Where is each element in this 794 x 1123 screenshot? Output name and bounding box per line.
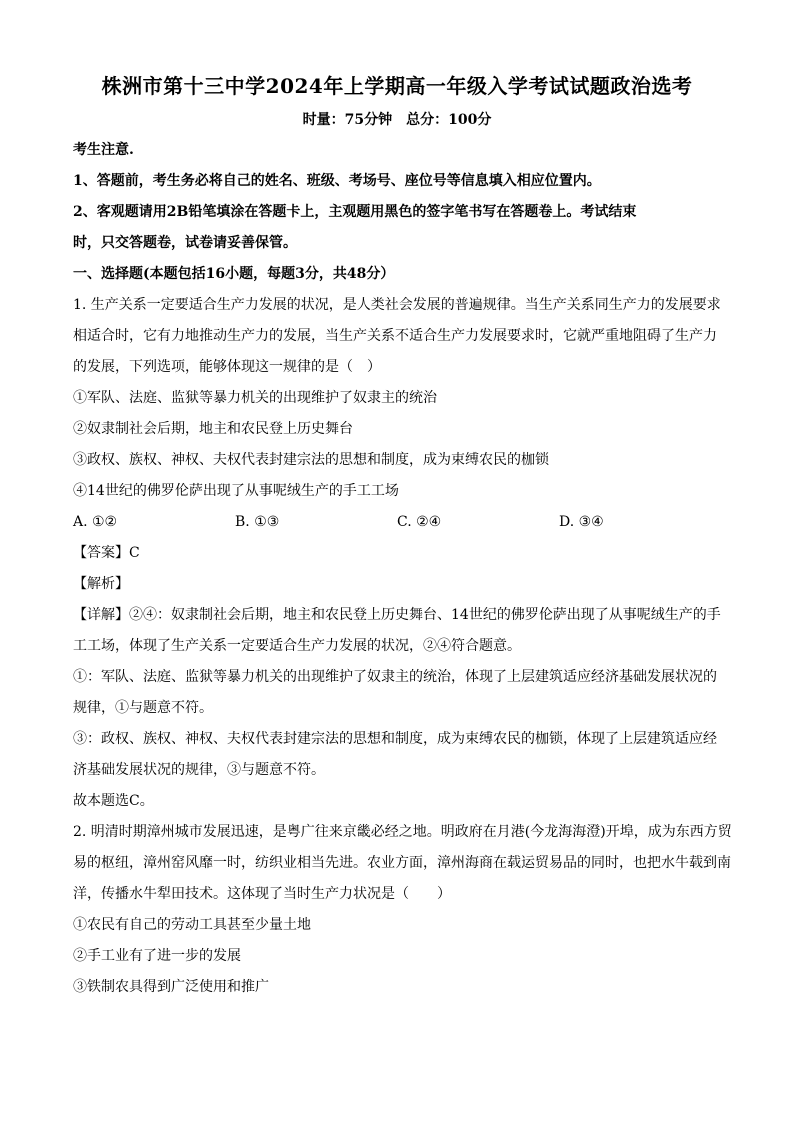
q1-detail-3: ①：军队、法庭、监狱等暴力机关的出现维护了奴隶主的统治，体现了上层建筑适应经济基础发展状况的 [73, 669, 717, 685]
q1-analysis-label: 【解析】 [73, 576, 129, 592]
q1-statement-3: ③政权、族权、神权、夫权代表封建宗法的思想和制度，成为束缚农民的枷锁 [73, 452, 549, 468]
q1-detail-6: 济基础发展状况的规律，③与题意不符。 [73, 762, 325, 778]
exam-content [73, 140, 732, 1008]
q1-option-c: C. ②④ [397, 514, 442, 530]
q2-statement-2: ②手工业有了进一步的发展 [73, 948, 241, 964]
q1-detail-2: 工工场，体现了生产关系一定要适合生产力发展的状况，②④符合题意。 [73, 638, 521, 654]
q1-answer: 【答案】C [73, 545, 140, 561]
q1-option-b: B. ①③ [235, 514, 280, 530]
q2-statement-3: ③铁制农具得到广泛使用和推广 [73, 979, 269, 995]
q1-detail-1: 【详解】②④：奴隶制社会后期，地主和农民登上历史舞台、14世纪的佛罗伦萨出现了从事呢绒生产的手 [73, 607, 721, 623]
exam-subtitle: 时量：75分钟 总分：100分 [302, 112, 492, 128]
notice-item-1: 1、答题前，考生务必将自己的姓名、班级、考场号、座位号等信息填入相应位置内。 [73, 173, 601, 189]
q1-statement-2: ②奴隶制社会后期，地主和农民登上历史舞台 [73, 421, 353, 437]
q1-option-a: A. ①② [73, 514, 118, 530]
q1-option-d: D. ③④ [559, 514, 604, 530]
q1-detail-4: 规律，①与题意不符。 [73, 700, 213, 716]
q1-conclusion: 故本题选C。 [73, 793, 154, 809]
q1-statement-4: ④14世纪的佛罗伦萨出现了从事呢绒生产的手工工场 [73, 483, 399, 499]
q1-stem-1: 1. 生产关系一定要适合生产力发展的状况，是人类社会发展的普遍规律。当生产关系同生产力的发展要求 [73, 297, 721, 313]
section-heading: 一、选择题(本题包括16小题，每题3分，共48分） [73, 266, 395, 282]
q2-statement-1: ①农民有自己的劳动工具甚至少量土地 [73, 917, 311, 933]
q1-stem-2: 相适合时，它有力地推动生产力的发展，当生产关系不适合生产力发展要求时，它就严重地阻碍了生产力 [73, 328, 717, 344]
q2-stem-1: 2. 明清时期漳州城市发展迅速，是粤广往来京畿必经之地。明政府在月港(今龙海海澄)开埠，成为东西方贸 [73, 824, 732, 840]
q1-statement-1: ①军队、法庭、监狱等暴力机关的出现维护了奴隶主的统治 [73, 390, 437, 406]
q1-detail-5: ③：政权、族权、神权、夫权代表封建宗法的思想和制度，成为束缚农民的枷锁，体现了上层建筑适应经 [73, 731, 717, 747]
q1-stem-3: 的发展，下列选项，能够体现这一规律的是（ ） [73, 359, 381, 375]
q2-stem-3: 洋，传播水牛犁田技术。这体现了当时生产力状况是（ ） [73, 886, 451, 902]
notice-heading: 考生注意. [73, 142, 134, 158]
notice-item-2b: 时，只交答题卷，试卷请妥善保管。 [73, 235, 297, 251]
exam-title: 株洲市第十三中学2024年上学期高一年级入学考试试题政治选考 [101, 74, 693, 98]
notice-item-2a: 2、客观题请用2B铅笔填涂在答题卡上，主观题用黑色的签字笔书写在答题卷上。考试结束 [73, 204, 637, 220]
q1-options [73, 512, 723, 543]
q2-stem-2: 易的枢纽，漳州窑风靡一时，纺织业相当先进。农业方面，漳州海商在载运贸易品的同时，也把水牛载到南 [73, 855, 731, 871]
